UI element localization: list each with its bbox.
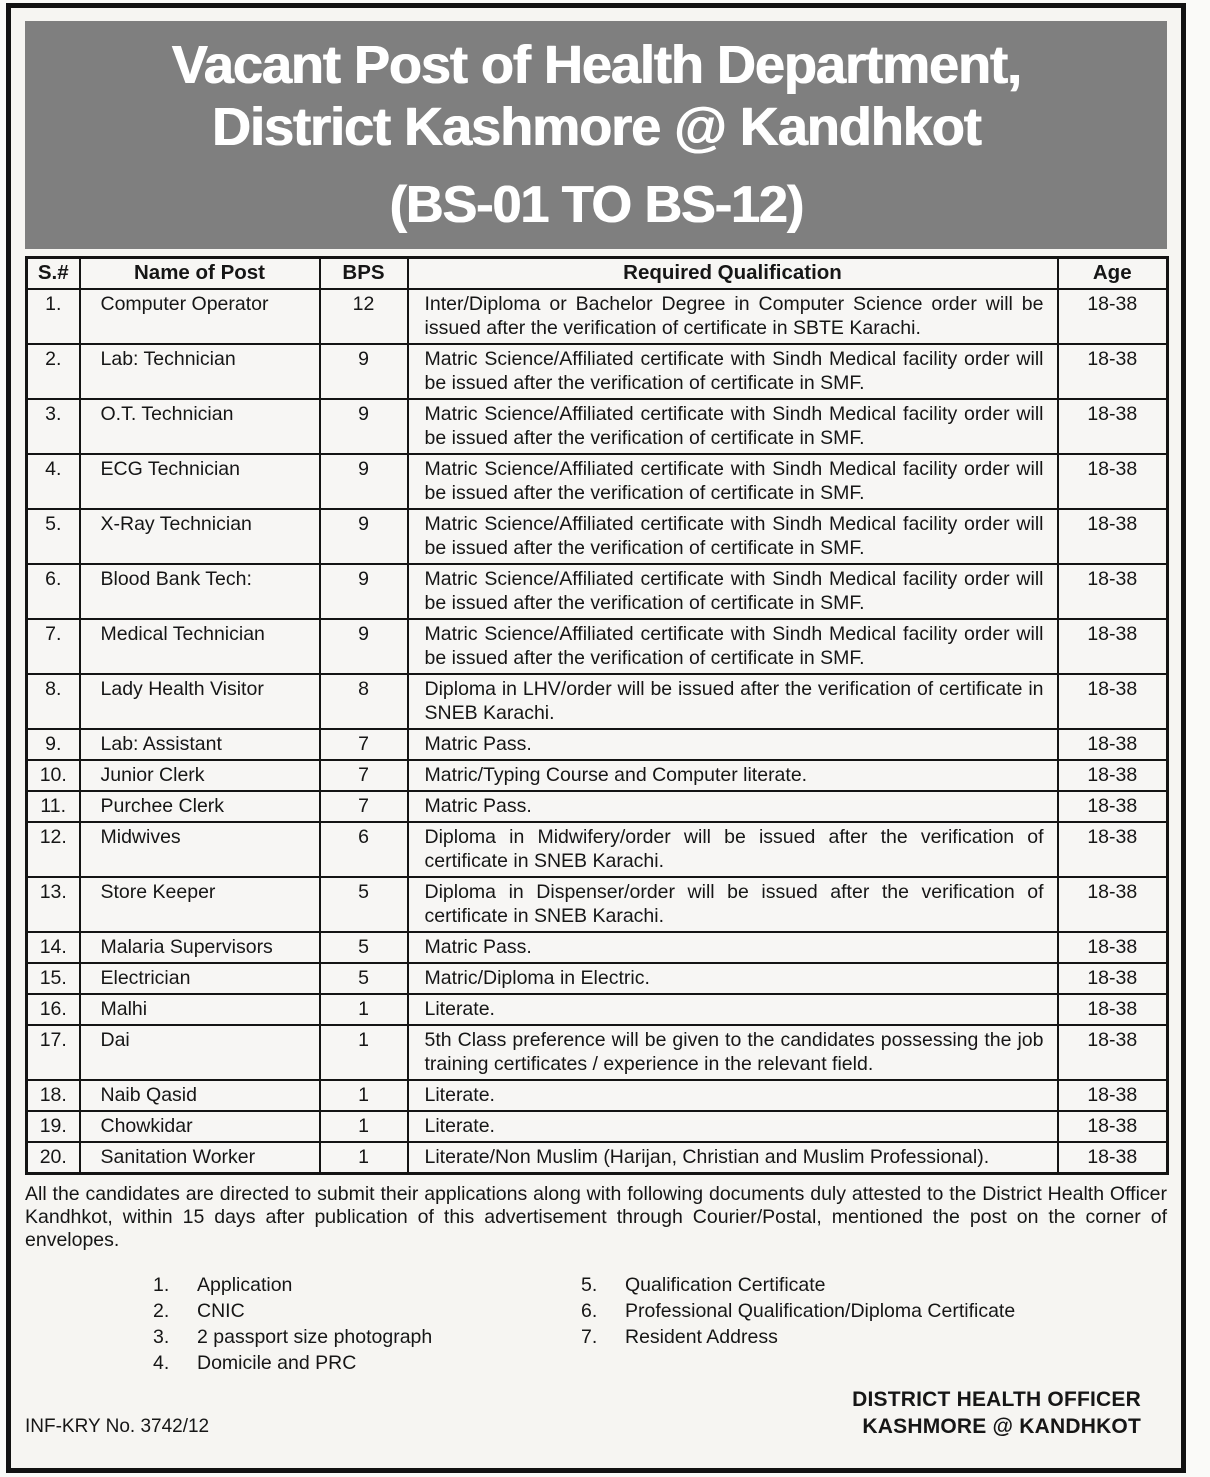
header-serial: S.# (27, 258, 80, 290)
table-header-row (27, 258, 1168, 290)
cell-bps: 9 (320, 399, 408, 454)
document-list-item (581, 1298, 1015, 1324)
cell-post-name: Blood Bank Tech: (80, 564, 320, 619)
table-row (27, 994, 1168, 1025)
header-post-name: Name of Post (80, 258, 320, 290)
document-number: 4. (153, 1351, 170, 1374)
cell-post-name: Naib Qasid (80, 1080, 320, 1111)
documents-column-left (153, 1272, 581, 1376)
cell-serial: 6. (27, 564, 80, 619)
table-row (27, 729, 1168, 760)
cell-bps: 9 (320, 344, 408, 399)
cell-qualification: 5th Class preference will be given to the candidates possessing the job training certificates / experience in the relevant field. (408, 1025, 1058, 1080)
cell-qualification: Matric Pass. (408, 932, 1058, 963)
cell-serial: 15. (27, 963, 80, 994)
document-list-item (153, 1272, 581, 1298)
cell-post-name: Chowkidar (80, 1111, 320, 1142)
cell-qualification: Matric Science/Affiliated certificate with Sindh Medical facility order will be issued after the verification of certificate in SMF. (408, 509, 1058, 564)
cell-qualification: Matric Science/Affiliated certificate with Sindh Medical facility order will be issued after the verification of certificate in SMF. (408, 564, 1058, 619)
document-list-item (153, 1350, 581, 1376)
cell-serial: 10. (27, 760, 80, 791)
document-number: 6. (581, 1299, 598, 1322)
cell-bps: 1 (320, 1080, 408, 1111)
cell-age: 18-38 (1058, 564, 1168, 619)
cell-serial: 18. (27, 1080, 80, 1111)
table-row (27, 1025, 1168, 1080)
cell-qualification: Diploma in Dispenser/order will be issued after the verification of certificate in SNEB Karachi. (408, 877, 1058, 932)
cell-qualification: Literate. (408, 1111, 1058, 1142)
cell-qualification: Diploma in LHV/order will be issued after the verification of certificate in SNEB Karachi. (408, 674, 1058, 729)
cell-age: 18-38 (1058, 289, 1168, 344)
document-label: Qualification Certificate (625, 1273, 826, 1296)
table-row (27, 399, 1168, 454)
cell-bps: 5 (320, 877, 408, 932)
cell-qualification: Literate. (408, 1080, 1058, 1111)
document-label: Application (197, 1273, 293, 1296)
cell-qualification: Literate. (408, 994, 1058, 1025)
header-qualification: Required Qualification (408, 258, 1058, 290)
cell-bps: 5 (320, 932, 408, 963)
cell-age: 18-38 (1058, 509, 1168, 564)
cell-qualification: Inter/Diploma or Bachelor Degree in Computer Science order will be issued after the verification of certificate in SBTE Karachi. (408, 289, 1058, 344)
table-row (27, 344, 1168, 399)
footer-bottom-row (25, 1386, 1167, 1440)
cell-bps: 6 (320, 822, 408, 877)
cell-bps: 1 (320, 1025, 408, 1080)
cell-serial: 11. (27, 791, 80, 822)
cell-bps: 7 (320, 760, 408, 791)
cell-qualification: Matric Pass. (408, 729, 1058, 760)
cell-post-name: Lady Health Visitor (80, 674, 320, 729)
table-row (27, 1142, 1168, 1174)
cell-bps: 5 (320, 963, 408, 994)
cell-bps: 7 (320, 791, 408, 822)
cell-age: 18-38 (1058, 760, 1168, 791)
documents-column-right (581, 1272, 1015, 1376)
table-row (27, 674, 1168, 729)
advert-title-line-1: Vacant Post of Health Department, (171, 35, 1021, 95)
header-age: Age (1058, 258, 1168, 290)
cell-age: 18-38 (1058, 344, 1168, 399)
cell-serial: 2. (27, 344, 80, 399)
advert-reference-number: INF-KRY No. 3742/12 (25, 1415, 210, 1437)
signature-line-2: KASHMORE @ KANDHKOT (862, 1414, 1141, 1438)
cell-age: 18-38 (1058, 1025, 1168, 1080)
document-list-item (581, 1272, 1015, 1298)
cell-bps: 7 (320, 729, 408, 760)
cell-post-name: Store Keeper (80, 877, 320, 932)
cell-post-name: Purchee Clerk (80, 791, 320, 822)
signature-line-1: DISTRICT HEALTH OFFICER (852, 1387, 1141, 1411)
cell-age: 18-38 (1058, 1111, 1168, 1142)
cell-age: 18-38 (1058, 994, 1168, 1025)
cell-post-name: Malhi (80, 994, 320, 1025)
advert-title-line-3: (BS-01 TO BS-12) (389, 176, 803, 234)
header-bps: BPS (320, 258, 408, 290)
cell-age: 18-38 (1058, 932, 1168, 963)
cell-serial: 17. (27, 1025, 80, 1080)
cell-post-name: Sanitation Worker (80, 1142, 320, 1174)
cell-bps: 1 (320, 1111, 408, 1142)
cell-serial: 1. (27, 289, 80, 344)
document-number: 5. (581, 1273, 598, 1296)
cell-qualification: Matric Pass. (408, 791, 1058, 822)
cell-serial: 13. (27, 877, 80, 932)
table-row (27, 1111, 1168, 1142)
cell-age: 18-38 (1058, 1142, 1168, 1174)
cell-serial: 8. (27, 674, 80, 729)
cell-age: 18-38 (1058, 454, 1168, 509)
cell-age: 18-38 (1058, 877, 1168, 932)
cell-serial: 5. (27, 509, 80, 564)
document-list-item (581, 1324, 1015, 1350)
cell-bps: 9 (320, 619, 408, 674)
cell-post-name: Lab: Assistant (80, 729, 320, 760)
table-row (27, 822, 1168, 877)
cell-serial: 4. (27, 454, 80, 509)
cell-qualification: Literate/Non Muslim (Harijan, Christian and Muslim Professional). (408, 1142, 1058, 1174)
table-row (27, 1080, 1168, 1111)
cell-age: 18-38 (1058, 791, 1168, 822)
advert-frame (6, 3, 1186, 1473)
cell-qualification: Matric/Diploma in Electric. (408, 963, 1058, 994)
cell-post-name: X-Ray Technician (80, 509, 320, 564)
document-label: Professional Qualification/Diploma Certificate (625, 1299, 1016, 1322)
cell-post-name: Malaria Supervisors (80, 932, 320, 963)
masthead (25, 21, 1167, 249)
cell-post-name: ECG Technician (80, 454, 320, 509)
table-row (27, 564, 1168, 619)
vacancies-table (25, 256, 1169, 1175)
document-label: 2 passport size photograph (197, 1325, 433, 1348)
cell-serial: 12. (27, 822, 80, 877)
cell-post-name: Midwives (80, 822, 320, 877)
cell-post-name: Computer Operator (80, 289, 320, 344)
document-number: 1. (153, 1273, 170, 1296)
cell-serial: 3. (27, 399, 80, 454)
table-row (27, 619, 1168, 674)
cell-age: 18-38 (1058, 674, 1168, 729)
cell-bps: 1 (320, 1142, 408, 1174)
document-number: 2. (153, 1299, 170, 1322)
document-label: CNIC (197, 1299, 245, 1322)
cell-bps: 8 (320, 674, 408, 729)
cell-post-name: Medical Technician (80, 619, 320, 674)
cell-qualification: Matric Science/Affiliated certificate with Sindh Medical facility order will be issued after the verification of certificate in SMF. (408, 399, 1058, 454)
cell-qualification: Matric Science/Affiliated certificate with Sindh Medical facility order will be issued after the verification of certificate in SMF. (408, 454, 1058, 509)
cell-qualification: Matric/Typing Course and Computer literate. (408, 760, 1058, 791)
cell-post-name: Electrician (80, 963, 320, 994)
cell-bps: 9 (320, 509, 408, 564)
table-row (27, 454, 1168, 509)
table-row (27, 877, 1168, 932)
document-label: Resident Address (625, 1325, 778, 1348)
cell-age: 18-38 (1058, 963, 1168, 994)
advert-title-line-2: District Kashmore @ Kandhkot (211, 97, 981, 157)
cell-bps: 1 (320, 994, 408, 1025)
document-number: 7. (581, 1325, 598, 1348)
document-list-item (153, 1324, 581, 1350)
cell-post-name: Dai (80, 1025, 320, 1080)
signature-block (852, 1386, 1141, 1440)
table-row (27, 963, 1168, 994)
cell-serial: 7. (27, 619, 80, 674)
cell-bps: 9 (320, 454, 408, 509)
table-row (27, 760, 1168, 791)
cell-age: 18-38 (1058, 822, 1168, 877)
cell-age: 18-38 (1058, 1080, 1168, 1111)
table-row (27, 932, 1168, 963)
cell-serial: 14. (27, 932, 80, 963)
document-label: Domicile and PRC (197, 1351, 357, 1374)
cell-post-name: O.T. Technician (80, 399, 320, 454)
cell-age: 18-38 (1058, 399, 1168, 454)
cell-serial: 20. (27, 1142, 80, 1174)
document-list-item (153, 1298, 581, 1324)
cell-age: 18-38 (1058, 729, 1168, 760)
documents-checklist (153, 1272, 1167, 1376)
cell-bps: 12 (320, 289, 408, 344)
submission-instructions: All the candidates are directed to submit their applications along with following documents duly attested to the District Health Officer Kandhkot, within 15 days after publication of this advertisement through Courier/Postal, mentioned the post on the corner of envelopes. (25, 1183, 1167, 1251)
table-row (27, 289, 1168, 344)
cell-serial: 16. (27, 994, 80, 1025)
cell-age: 18-38 (1058, 619, 1168, 674)
document-number: 3. (153, 1325, 170, 1348)
cell-post-name: Junior Clerk (80, 760, 320, 791)
cell-qualification: Matric Science/Affiliated certificate with Sindh Medical facility order will be issued after the verification of certificate in SMF. (408, 619, 1058, 674)
cell-post-name: Lab: Technician (80, 344, 320, 399)
cell-serial: 19. (27, 1111, 80, 1142)
cell-serial: 9. (27, 729, 80, 760)
cell-bps: 9 (320, 564, 408, 619)
cell-qualification: Diploma in Midwifery/order will be issued after the verification of certificate in SNEB Karachi. (408, 822, 1058, 877)
cell-qualification: Matric Science/Affiliated certificate with Sindh Medical facility order will be issued after the verification of certificate in SMF. (408, 344, 1058, 399)
table-row (27, 791, 1168, 822)
table-row (27, 509, 1168, 564)
